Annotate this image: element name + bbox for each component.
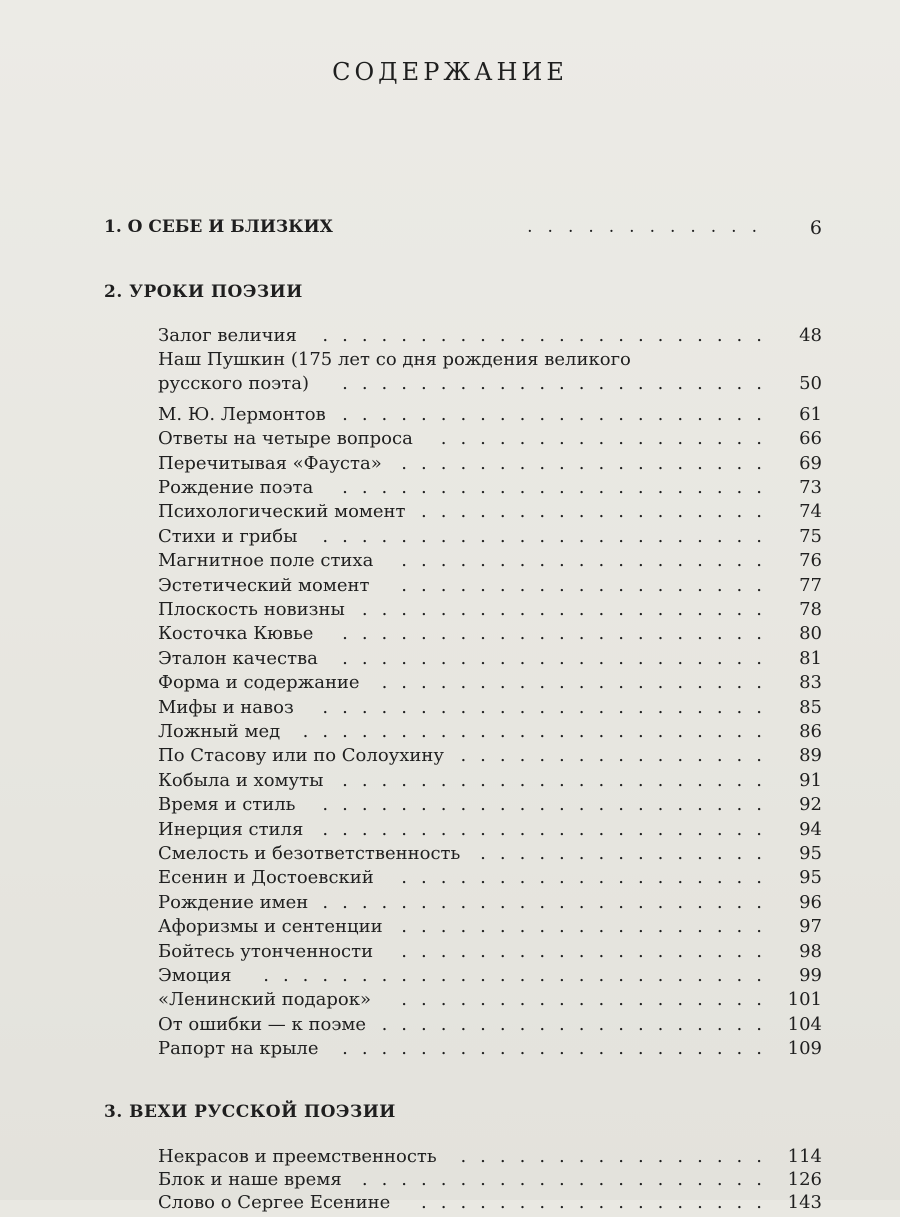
- toc-entry-page: 95: [799, 867, 822, 889]
- toc-entry: [158, 598, 822, 624]
- leader-dots: ...................: [401, 989, 776, 1011]
- toc-entry-title: Рождение поэта: [158, 477, 314, 498]
- toc-entry-title: Мифы и навоз: [158, 696, 294, 718]
- leader-dots: ..................: [421, 1192, 776, 1213]
- toc-entry: [158, 622, 822, 648]
- leader-dots: ...................: [401, 550, 776, 572]
- toc-entry-title: Кобыла и хомуты: [158, 769, 324, 791]
- leader-dots: ......................: [342, 647, 776, 669]
- toc-entry: [158, 940, 822, 966]
- toc-entry: [158, 574, 822, 600]
- toc-entry-page: 61: [799, 403, 822, 425]
- leader-dots: .......................: [322, 325, 776, 346]
- toc-entry-title: Эмоция: [158, 965, 232, 986]
- toc-entry: [158, 427, 822, 453]
- leader-dots: ......................: [342, 769, 776, 791]
- toc-entry-page: 98: [799, 940, 822, 962]
- toc-entry: [158, 720, 822, 746]
- toc-entry-page: 95: [799, 843, 822, 864]
- leader-dots: ........................: [302, 721, 776, 742]
- leader-dots: .......................: [322, 525, 776, 547]
- toc-entry-page: 80: [799, 623, 822, 645]
- toc-entry: [158, 476, 822, 502]
- leader-dots: .......................: [322, 696, 776, 718]
- toc-entry: [158, 769, 822, 795]
- leader-dots: ......................: [342, 623, 776, 645]
- toc-entry-title: «Ленинский подарок»: [158, 989, 371, 1011]
- toc-entry: [158, 549, 822, 575]
- leader-dots: ...................: [401, 916, 776, 938]
- toc-entry-page: 104: [787, 1013, 822, 1035]
- toc-entry-title: Есенин и Достоевский: [158, 867, 374, 889]
- toc-entry-page: 73: [799, 477, 822, 498]
- toc-entry-title: Слово о Сергее Есенине: [158, 1192, 391, 1213]
- toc-entry-title: Рапорт на крыле: [158, 1038, 319, 1060]
- toc-entry-page: 143: [787, 1192, 822, 1213]
- toc-entry: [158, 1191, 822, 1217]
- toc-entry: [158, 964, 822, 990]
- toc-entry-page: 83: [799, 672, 822, 694]
- leader-dots: ...................: [401, 940, 776, 962]
- leader-dots: .....................: [361, 1169, 776, 1190]
- toc-entry-title: Магнитное поле стиха: [158, 550, 374, 572]
- toc-entry-title: Стихи и грибы: [158, 525, 298, 547]
- toc-entry: [158, 671, 822, 697]
- toc-entry-title: По Стасову или по Солоухину: [158, 745, 444, 767]
- toc-entry-page: 75: [799, 525, 822, 547]
- toc-entry-title-continued: русского поэта): [158, 373, 309, 395]
- toc-entry: [158, 500, 822, 526]
- toc-entry-title: Психологический момент: [158, 501, 406, 523]
- toc-entry-title: Перечитывая «Фауста»: [158, 452, 382, 474]
- toc-entry-title: Афоризмы и сентенции: [158, 916, 383, 938]
- section-2-heading: 2. УРОКИ ПОЭЗИИ: [104, 282, 303, 302]
- leader-dots: ...............: [480, 843, 776, 864]
- toc-entry-title: Смелость и безответственность: [158, 843, 461, 864]
- section-3-heading: 3. ВЕХИ РУССКОЙ ПОЭЗИИ: [104, 1102, 396, 1122]
- toc-entry-page: 66: [799, 428, 822, 450]
- toc-entry-page: 89: [799, 745, 822, 767]
- toc-entry: [158, 696, 822, 722]
- toc-entry-page: 109: [787, 1038, 822, 1060]
- section-1-row: [104, 217, 822, 237]
- toc-entry-title: Наш Пушкин (175 лет со дня рождения великого: [158, 349, 631, 371]
- leader-dots: ......................: [342, 403, 776, 425]
- toc-entry: [158, 866, 822, 892]
- leader-dots: ...................: [401, 867, 776, 889]
- toc-entry-page: 92: [799, 794, 822, 816]
- section-1-heading: 1. О СЕБЕ И БЛИЗКИХ: [104, 217, 333, 237]
- toc-entry: [158, 324, 822, 350]
- toc-entry-title: От ошибки — к поэме: [158, 1013, 367, 1035]
- leader-dots: ......................: [342, 1038, 776, 1060]
- toc-entry-title: Плоскость новизны: [158, 599, 345, 620]
- toc-entry-title: Блок и наше время: [158, 1169, 342, 1190]
- leader-dots: ...................: [401, 452, 776, 474]
- toc-entry-page: 78: [799, 599, 822, 620]
- toc-entry-title: Эталон качества: [158, 647, 318, 669]
- leader-dots: .................: [440, 428, 776, 450]
- leader-dots: .......................: [322, 891, 776, 913]
- toc-entry-page: 101: [787, 989, 822, 1011]
- toc-entry: [158, 348, 822, 400]
- toc-entry-page: 76: [799, 550, 822, 572]
- toc-entry: [158, 793, 822, 819]
- toc-entry-page: 91: [799, 769, 822, 791]
- leader-dots: ....................: [381, 672, 776, 694]
- page-title: СОДЕРЖАНИЕ: [332, 58, 568, 86]
- toc-entry: [158, 744, 822, 770]
- toc-entry: [158, 403, 822, 429]
- toc-entry-title: Ложный мед: [158, 721, 281, 742]
- leader-dots: ......................: [342, 477, 776, 498]
- toc-entry-page: 81: [799, 647, 822, 669]
- leader-dots: ..................: [421, 501, 776, 523]
- section-1-page: 6: [809, 217, 822, 239]
- toc-entry-title: Бойтесь утонченности: [158, 940, 374, 962]
- leader-dots: ............: [527, 217, 772, 237]
- toc-entry: [158, 988, 822, 1014]
- leader-dots: .......................: [322, 794, 776, 816]
- toc-entry-title: Рождение имен: [158, 891, 309, 913]
- toc-entry-title: Ответы на четыре вопроса: [158, 428, 413, 450]
- leader-dots: ..........................: [263, 965, 776, 986]
- toc-entry-page: 126: [787, 1169, 822, 1190]
- toc-entry: [158, 1013, 822, 1039]
- toc-entry-page: 74: [799, 501, 822, 523]
- toc-entry-title: М. Ю. Лермонтов: [158, 403, 326, 425]
- toc-entry-page: 50: [799, 373, 822, 395]
- toc-entry-page: 96: [799, 891, 822, 913]
- toc-entry: [158, 647, 822, 673]
- toc-entry: [158, 818, 822, 844]
- toc-entry-page: 94: [799, 818, 822, 840]
- toc-entry: [158, 891, 822, 917]
- leader-dots: ................: [460, 1146, 776, 1167]
- toc-entry-page: 99: [799, 965, 822, 986]
- toc-entry-page: 77: [799, 574, 822, 596]
- toc-entry-title: Эстетический момент: [158, 574, 370, 596]
- toc-entry: [158, 452, 822, 478]
- leader-dots: ................: [460, 745, 776, 767]
- toc-entry: [158, 525, 822, 551]
- toc-entry-page: 86: [799, 721, 822, 742]
- toc-entry-page: 114: [787, 1146, 822, 1167]
- toc-entry-title: Время и стиль: [158, 794, 296, 816]
- toc-entry-page: 97: [799, 916, 822, 938]
- toc-entry-page: 85: [799, 696, 822, 718]
- leader-dots: .....................: [361, 599, 776, 620]
- leader-dots: ....................: [381, 1013, 776, 1035]
- leader-dots: ...................: [401, 574, 776, 596]
- leader-dots: ......................: [342, 373, 776, 395]
- toc-entry-title: Некрасов и преемственность: [158, 1146, 437, 1167]
- toc-entry-page: 48: [799, 325, 822, 346]
- leader-dots: .......................: [322, 818, 776, 840]
- toc-entry-page: 69: [799, 452, 822, 474]
- toc-entry-title: Форма и содержание: [158, 672, 360, 694]
- toc-entry: [158, 915, 822, 941]
- toc-entry-title: Инерция стиля: [158, 818, 304, 840]
- toc-entry-title: Залог величия: [158, 325, 297, 346]
- toc-entry: [158, 1037, 822, 1063]
- toc-entry-title: Косточка Кювье: [158, 623, 314, 645]
- toc-entry: [158, 842, 822, 868]
